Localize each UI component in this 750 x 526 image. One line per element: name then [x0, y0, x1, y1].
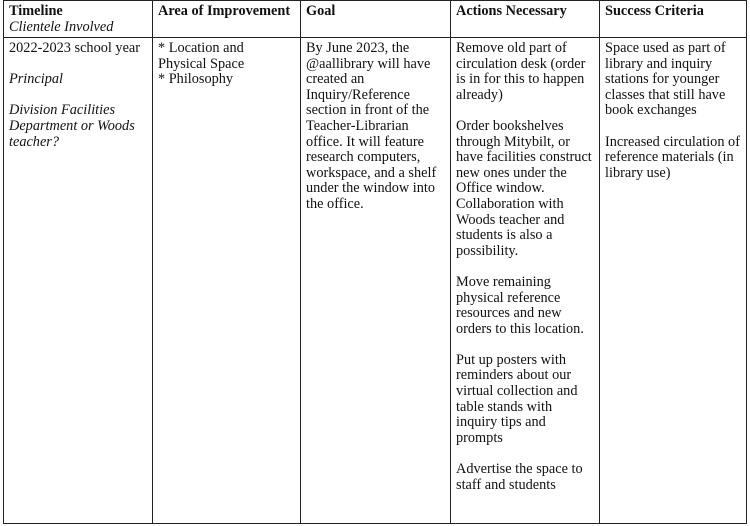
action-item: Move remaining physical reference resources and new orders to this location. — [456, 273, 584, 337]
header-success-cell — [600, 1, 747, 38]
improvement-plan-table — [3, 0, 747, 524]
timeline-cell — [4, 38, 153, 524]
header-actions-cell — [451, 1, 600, 38]
success-item: Increased circulation of reference materials (in library use) — [605, 133, 740, 181]
goal-cell — [301, 38, 451, 524]
timeline-principal: Principal — [9, 71, 64, 88]
action-item: Put up posters with reminders about our virtual collection and table stands with inquiry tips and prompts — [456, 351, 578, 446]
header-goal: Goal — [306, 3, 336, 19]
goal-text: By June 2023, the @aallibrary will have created an Inquiry/Reference section in front of the Teacher-Librarian office. It will feature research computers, workspace, and a shelf under the window into the office. — [306, 40, 437, 212]
header-timeline: Timeline — [9, 3, 63, 19]
actions-cell — [451, 38, 600, 524]
header-success: Success Criteria — [605, 3, 704, 19]
header-actions: Actions Necessary — [456, 3, 567, 19]
area-item-philosophy: * Philosophy — [158, 71, 234, 88]
improvement-plan-document — [3, 0, 746, 524]
header-area: Area of Improvement — [158, 3, 291, 19]
timeline-period: 2022-2023 school year — [9, 40, 141, 56]
timeline-facilities: Division Facilities Department or Woods teacher? — [9, 102, 135, 150]
success-cell — [600, 38, 747, 524]
header-clientele: Clientele Involved — [9, 18, 114, 35]
action-item: Order bookshelves through Mitybilt, or have facilities construct new ones under the Office window. Collaboration with Woods teacher and students is also a possibility. — [456, 117, 592, 259]
area-cell — [153, 38, 301, 524]
success-item: Space used as part of library and inquiry stations for younger classes that still have book exchanges — [605, 40, 726, 119]
table-header-row — [4, 1, 747, 38]
action-item: Advertise the space to staff and students — [456, 461, 583, 493]
header-area-cell — [153, 1, 301, 38]
table-row — [4, 38, 747, 524]
header-goal-cell — [301, 1, 451, 38]
header-timeline-cell — [4, 1, 153, 38]
action-item: Remove old part of circulation desk (order is in for this to happen already) — [456, 40, 586, 103]
area-item-location: * Location and Physical Space — [158, 40, 245, 72]
